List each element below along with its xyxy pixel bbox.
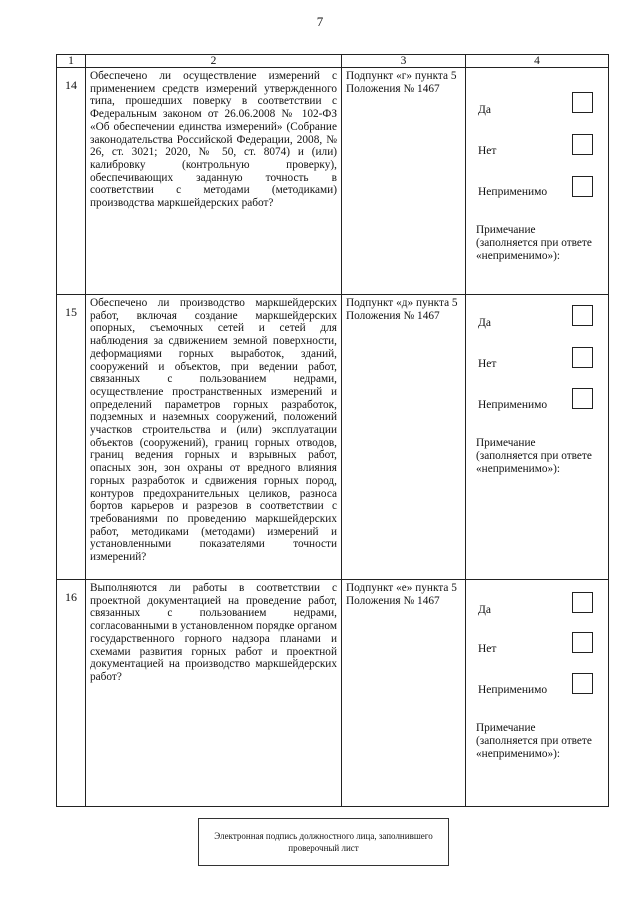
header-cell: 3 <box>342 55 466 68</box>
note-label: Примечание (заполняется при ответе «неприменимо»): <box>476 437 592 475</box>
question-text: Обеспечено ли производство маркшейдерских работ, включая создание маркшейдерских опорных, съемочных сетей и сетей для наблюдения за сдвижением земной поверхности, деформациями горных выработок, зданий, сооружений и объектов, при ведении работ, связанных с пользованием недрами, осуществление пространственных измерений и определений параметров горных разработок, подземных и наземных сооружений, положений участков строительства и (или) эксплуатации объектов (сооружений), границ горных отводов, границ ведения горных и взрывных работ, опасных зон, зон охраны от вредного влияния горных разработок и сдвижения горных пород, контуров предохранительных целиков, разноса бортов карьеров и разрезов в соответствии с требованиями по проведению маркшейдерских работ, методиками (методами) измерений и установленными показателями точности измерений? <box>86 295 342 580</box>
row-number: 14 <box>57 68 86 295</box>
answer-yes-label: Да <box>478 317 491 329</box>
answer-no-checkbox[interactable] <box>572 632 593 653</box>
answer-yes-label: Да <box>478 104 491 116</box>
answer-no-label: Нет <box>478 145 497 157</box>
signature-box: Электронная подпись должностного лица, заполнившего проверочный лист <box>198 818 449 866</box>
answer-no-label: Нет <box>478 643 497 655</box>
answer-no-checkbox[interactable] <box>572 347 593 368</box>
answer-yes-checkbox[interactable] <box>572 305 593 326</box>
answer-yes-checkbox[interactable] <box>572 592 593 613</box>
answer-no-checkbox[interactable] <box>572 134 593 155</box>
legal-reference: Подпункт «е» пункта 5 Положения № 1467 <box>342 580 466 807</box>
header-cell: 1 <box>57 55 86 68</box>
answer-cell <box>466 580 609 807</box>
answer-na-label: Неприменимо <box>478 684 548 696</box>
answer-na-label: Неприменимо <box>478 186 548 198</box>
answer-na-checkbox[interactable] <box>572 388 593 409</box>
table-row <box>57 68 609 295</box>
header-cell: 2 <box>86 55 342 68</box>
row-number: 16 <box>57 580 86 807</box>
answer-cell <box>466 295 609 580</box>
page-number: 7 <box>316 14 324 29</box>
answer-na-label: Неприменимо <box>478 399 548 411</box>
header-cell: 4 <box>466 55 609 68</box>
answer-yes-checkbox[interactable] <box>572 92 593 113</box>
note-label: Примечание (заполняется при ответе «неприменимо»): <box>476 224 592 262</box>
legal-reference: Подпункт «г» пункта 5 Положения № 1467 <box>342 68 466 295</box>
table-row <box>57 295 609 580</box>
answer-na-checkbox[interactable] <box>572 176 593 197</box>
note-label: Примечание (заполняется при ответе «неприменимо»): <box>476 722 592 760</box>
checklist-table <box>56 54 609 807</box>
row-number: 15 <box>57 295 86 580</box>
answer-na-checkbox[interactable] <box>572 673 593 694</box>
legal-reference: Подпункт «д» пункта 5 Положения № 1467 <box>342 295 466 580</box>
question-text: Выполняются ли работы в соответствии с проектной документацией на проведение работ, связанных с пользованием недрами, согласованными в установленном порядке органом государственного горного надзора планами и схемами развития горных работ и проектной документацией на производство маркшейдерских работ? <box>86 580 342 807</box>
header-row <box>57 55 609 68</box>
answer-no-label: Нет <box>478 358 497 370</box>
question-text: Обеспечено ли осуществление измерений с применением средств измерений утвержденного типа, прошедших поверку в соответствии с Федеральным законом от 26.06.2008 № 102-ФЗ «Об обеспечении единства измерений» (Собрание законодательства Российской Федерации, 2008, № 26, ст. 3021; 2020, № 50, ст. 8074) и (или) калибровку (контрольную проверку), обеспечивающих заданную точность в соответствии с методами (методиками) производства маркшейдерских работ? <box>86 68 342 295</box>
table-row <box>57 580 609 807</box>
answer-yes-label: Да <box>478 604 491 616</box>
answer-cell <box>466 68 609 295</box>
